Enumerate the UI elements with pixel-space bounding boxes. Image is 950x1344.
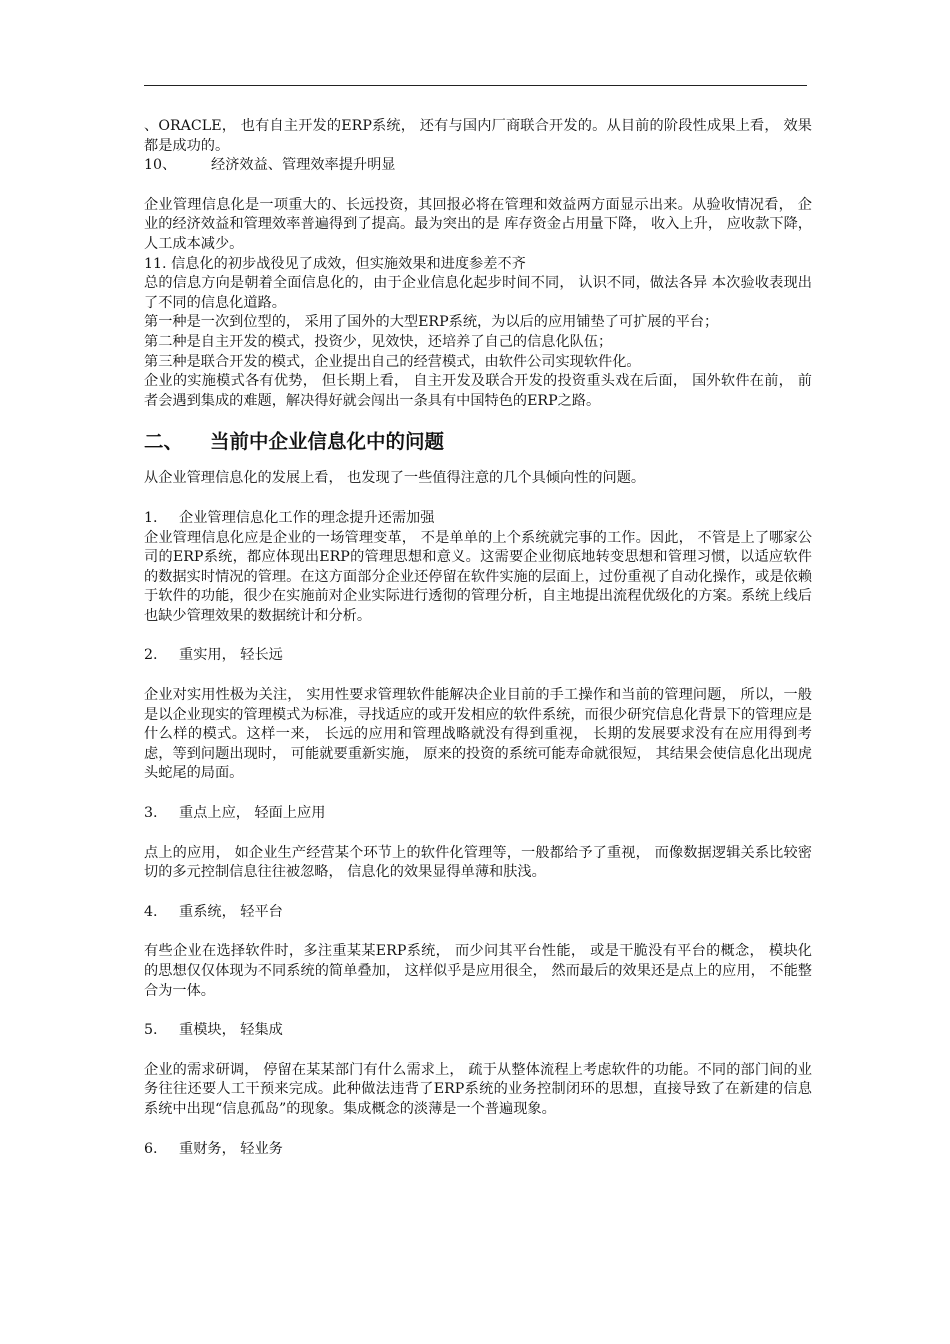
item-6-title: 重财务， 轻业务 [179, 1140, 283, 1157]
item-10-title: 经济效益、管理效率提升明显 [211, 157, 396, 174]
item-3-title: 重点上应， 轻面上应用 [179, 805, 326, 822]
item-3-heading [144, 804, 812, 824]
section-title: 当前中企业信息化中的问题 [210, 430, 445, 454]
section-intro: 从企业管理信息化的发展上看， 也发现了一些值得注意的几个具倾向性的问题。 [144, 470, 646, 487]
item-3-body: 点上的应用， 如企业生产经营某个环节上的软件化管理等，一般都给予了重视， 而像数据逻辑关系比较密切的多元控制信息往往被忽略， 信息化的效果显得单薄和肤浅。 [144, 844, 812, 881]
paragraph-model-summary: 企业的实施模式各有优势， 但长期上看， 自主开发及联合开发的投资重头戏在后面， 国外软件在前， 前者会遇到集成的难题，解决得好就会闯出一条具有中国特色的ERP之路。 [144, 373, 812, 409]
item-10-number: 10、 [144, 157, 177, 174]
item-2-heading [144, 646, 812, 666]
item-4-title: 重系统， 轻平台 [179, 903, 283, 920]
item-10-heading [144, 156, 812, 176]
section-heading-2 [144, 429, 812, 455]
item-4-body: 有些企业在选择软件时，多注重某某ERP系统， 而少问其平台性能， 或是干脆没有平台的概念， 模块化的思想仅仅体现为不同系统的简单叠加， 这样似乎是应用很全， 然而最后的效果还是点上的应用， 不能整合为一体。 [144, 943, 812, 999]
section-number: 二、 [144, 430, 184, 454]
item-6-number: 6. [144, 1140, 158, 1157]
item-2-number: 2. [144, 647, 158, 664]
item-11-heading: 11. 信息化的初步战役见了成效，但实施效果和进度参差不齐 [144, 255, 526, 272]
item-2-body: 企业对实用性极为关注， 实用性要求管理软件能解决企业目前的手工操作和当前的管理问题， 所以，一般是以企业现实的管理模式为标准，寻找适应的或开发相应的软件系统，而很少研究信息化背景下的管理应是什么样的模式。这样一来， 长远的应用和管理战略就没有得到重视， 长期的发展要求没有在应用得到考虑，等到问题出现时， 可能就要重新实施， 原来的投资的系统可能寿命就很短， 其结果会使信息化出现虎头蛇尾的局面。 [144, 687, 812, 782]
paragraph-model-one: 第一种是一次到位型的， 采用了国外的大型ERP系统，为以后的应用铺垫了可扩展的平台； [144, 314, 719, 331]
paragraph-continuation: 、ORACLE， 也有自主开发的ERP系统， 还有与国内厂商联合开发的。从目前的阶段性成果上看， 效果都是成功的。 [144, 118, 812, 154]
item-4-heading [144, 903, 812, 923]
item-1-heading [144, 509, 812, 529]
item-5-title: 重模块， 轻集成 [179, 1022, 283, 1039]
item-6-heading [144, 1140, 812, 1160]
item-5-heading [144, 1021, 812, 1041]
item-1-title: 企业管理信息化工作的理念提升还需加强 [179, 509, 435, 526]
item-3-number: 3. [144, 805, 158, 822]
paragraph-model-three: 第三种是联合开发的模式，企业提出自己的经营模式，由软件公司实现软件化。 [144, 353, 641, 370]
item-5-body: 企业的需求研调， 停留在某某部门有什么需求上， 疏于从整体流程上考虑软件的功能。不同的部门间的业务往往还要人工干预来完成。此种做法违背了ERP系统的业务控制闭环的思想，直接导致了在新建的信息系统中出现“信息孤岛”的现象。集成概念的淡薄是一个普遍现象。 [144, 1061, 812, 1117]
paragraph-info-direction: 总的信息方向是朝着全面信息化的，由于企业信息化起步时间不同， 认识不同，做法各异 本次验收表现出了不同的信息化道路。 [144, 275, 812, 311]
item-4-number: 4. [144, 903, 158, 920]
item-1-number: 1. [144, 509, 158, 526]
header-rule [144, 85, 807, 86]
paragraph-model-two: 第二种是自主开发的模式，投资少，见效快，还培养了自己的信息化队伍； [144, 333, 613, 350]
item-1-body: 企业管理信息化应是企业的一场管理变革， 不是单单的上个系统就完事的工作。因此， 不管是上了哪家公司的ERP系统，都应体现出ERP的管理思想和意义。这需要企业彻底地转变思想和管理习惯，以适应软件的数据实时情况的管理。在这方面部分企业还停留在软件实施的层面上，过份重视了自动化操作，或是依赖于软件的功能，很少在实施前对企业实际进行透彻的管理分析，自主地提出流程优级化的方案。系统上线后也缺少管理效果的数据统计和分析。 [144, 529, 812, 624]
item-2-title: 重实用， 轻长远 [179, 647, 283, 664]
document-body [144, 117, 812, 1159]
item-5-number: 5. [144, 1022, 158, 1039]
paragraph-economic-benefit: 企业管理信息化是一项重大的、长远投资，其回报必将在管理和效益两方面显示出来。从验收情况看， 企业的经济效益和管理效率普遍得到了提高。最为突出的是 库存资金占用量下降， 收入上升， 应收款下降，人工成本减少。 [144, 196, 812, 252]
